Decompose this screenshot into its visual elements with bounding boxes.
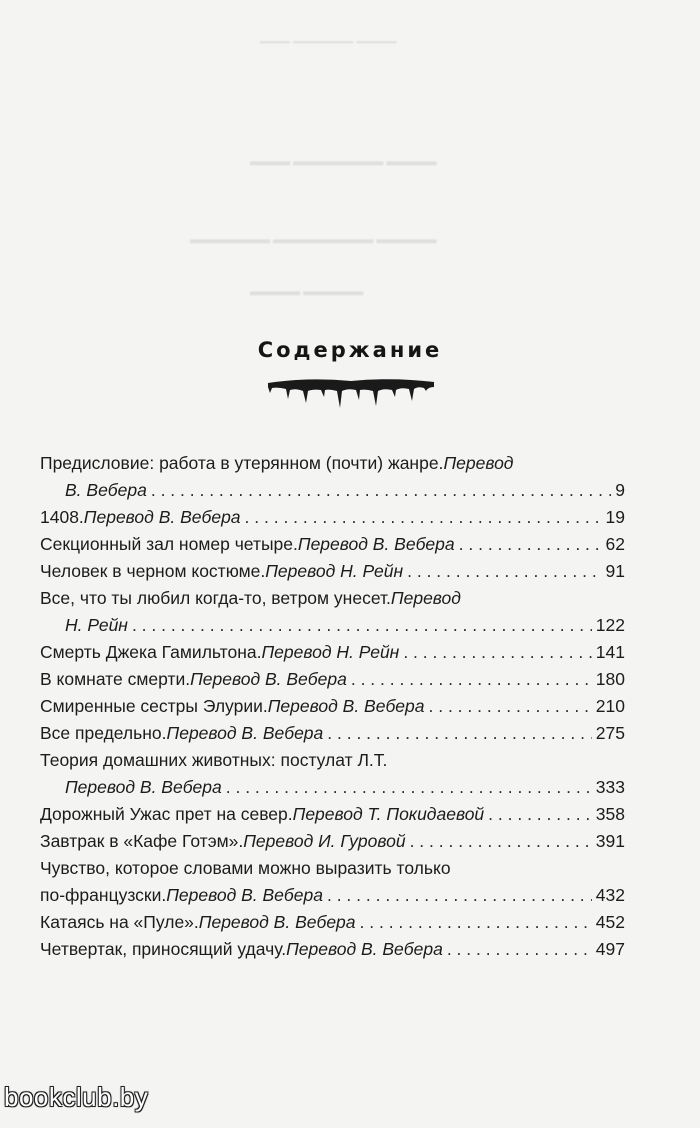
toc-translator: Перевод В. Вебера: [166, 723, 324, 743]
toc-entry: [40, 828, 625, 855]
page-number: 432: [595, 885, 625, 905]
toc-title: Предисловие: работа в утерянном (почти) жанре.: [40, 453, 444, 473]
toc-title: Завтрак в «Кафе Готэм».: [40, 831, 244, 851]
page-number: 9: [615, 480, 625, 500]
page-number: 91: [605, 561, 625, 581]
site-watermark: bookclub.by: [4, 1082, 149, 1112]
toc-line: [40, 450, 625, 477]
toc-entry: [40, 801, 625, 828]
toc-title: Все предельно.: [40, 723, 167, 743]
dot-leader: [327, 720, 592, 747]
toc-translator: Перевод: [443, 453, 514, 473]
toc-entry: [40, 504, 625, 531]
toc-translator: Перевод В. Вебера: [65, 777, 222, 797]
dot-leader: [407, 558, 601, 585]
page-number: 122: [595, 615, 625, 635]
toc-line: [40, 774, 625, 801]
toc-line: [40, 666, 625, 693]
toc-entry: [40, 747, 625, 801]
toc-translator: В. Вебера: [65, 480, 147, 500]
toc-title: Смиренные сестры Элурии.: [40, 696, 268, 716]
dot-leader: [327, 882, 592, 909]
toc-translator: Перевод: [390, 588, 461, 608]
toc-line: [40, 504, 625, 531]
toc-line: [40, 693, 625, 720]
toc-line: [40, 477, 625, 504]
page-number: 275: [595, 723, 625, 743]
toc-entry: [40, 531, 625, 558]
table-of-contents: [40, 450, 625, 963]
dot-leader: [245, 504, 602, 531]
show-through-text: ▂▂▂▂▂▂▂▂ ▂▂▂▂▂▂▂▂▂▂ ▂▂▂▂▂▂: [190, 228, 437, 243]
toc-title: Человек в черном костюме.: [40, 561, 266, 581]
page-number: 210: [595, 696, 625, 716]
dot-leader: [410, 828, 592, 855]
toc-translator: Н. Рейн: [65, 615, 128, 635]
toc-title: Секционный зал номер четыре.: [40, 534, 298, 554]
toc-entry: [40, 666, 625, 693]
toc-translator: Перевод В. Вебера: [198, 912, 356, 932]
toc-entry: [40, 639, 625, 666]
toc-translator: Перевод Н. Рейн: [261, 642, 400, 662]
page-number: 141: [595, 642, 625, 662]
dot-leader: [351, 666, 592, 693]
toc-title: 1408.: [40, 507, 84, 527]
toc-line: [40, 855, 625, 882]
dot-leader: [132, 612, 592, 639]
show-through-text: ▂▂▂▂ ▂▂▂▂▂▂▂▂▂ ▂▂▂▂▂: [250, 150, 437, 165]
toc-entry: [40, 909, 625, 936]
toc-title: Четвертак, приносящий удачу.: [40, 939, 287, 959]
toc-line: [40, 747, 625, 774]
toc-line: [40, 720, 625, 747]
dot-leader: [447, 936, 592, 963]
toc-title: по-французски.: [40, 885, 167, 905]
toc-line: [40, 531, 625, 558]
page-number: 358: [595, 804, 625, 824]
page-number: 391: [595, 831, 625, 851]
toc-title: В комнате смерти.: [40, 669, 191, 689]
dot-leader: [459, 531, 602, 558]
toc-translator: Перевод И. Гуровой: [243, 831, 406, 851]
toc-title: Все, что ты любил когда-то, ветром унесет.: [40, 588, 391, 608]
toc-line: [40, 801, 625, 828]
toc-translator: Перевод Н. Рейн: [265, 561, 404, 581]
page-number: 62: [605, 534, 625, 554]
toc-entry: [40, 450, 625, 504]
dot-leader: [360, 909, 592, 936]
toc-translator: Перевод Т. Покидаевой: [292, 804, 485, 824]
toc-title: Дорожный Ужас прет на север.: [40, 804, 293, 824]
page-number: 497: [595, 939, 625, 959]
page-number: 19: [605, 507, 625, 527]
toc-entry: [40, 585, 625, 639]
toc-title: Теория домашних животных: постулат Л.Т.: [40, 750, 388, 770]
dot-leader: [429, 693, 592, 720]
dripping-ink-ornament: [268, 375, 434, 409]
dot-leader: [151, 477, 611, 504]
toc-translator: Перевод В. Вебера: [267, 696, 425, 716]
toc-line: [40, 639, 625, 666]
toc-entry: [40, 936, 625, 963]
toc-entry: [40, 720, 625, 747]
toc-line: [40, 828, 625, 855]
toc-line: [40, 558, 625, 585]
toc-line: [40, 612, 625, 639]
page-number: 452: [595, 912, 625, 932]
toc-translator: Перевод В. Вебера: [166, 885, 323, 905]
toc-translator: Перевод В. Вебера: [83, 507, 241, 527]
show-through-text: ▂▂▂▂▂ ▂▂▂▂▂▂: [250, 280, 364, 295]
dot-leader: [488, 801, 592, 828]
toc-title: Катаясь на «Пуле».: [40, 912, 199, 932]
toc-entry: [40, 855, 625, 909]
page-number: 180: [595, 669, 625, 689]
toc-entry: [40, 558, 625, 585]
toc-translator: Перевод В. Вебера: [297, 534, 455, 554]
toc-translator: Перевод В. Вебера: [286, 939, 443, 959]
toc-line: [40, 585, 625, 612]
contents-heading: Содержание: [257, 338, 443, 362]
show-through-text: ▁▁▁ ▁▁▁▁▁▁ ▁▁▁▁: [260, 28, 397, 43]
toc-translator: Перевод В. Вебера: [190, 669, 347, 689]
toc-title: Смерть Джека Гамильтона.: [40, 642, 262, 662]
dot-leader: [226, 774, 592, 801]
toc-title: Чувство, которое словами можно выразить только: [40, 858, 451, 878]
toc-line: [40, 936, 625, 963]
page-number: 333: [595, 777, 625, 797]
toc-entry: [40, 693, 625, 720]
toc-line: [40, 909, 625, 936]
toc-line: [40, 882, 625, 909]
dot-leader: [403, 639, 591, 666]
